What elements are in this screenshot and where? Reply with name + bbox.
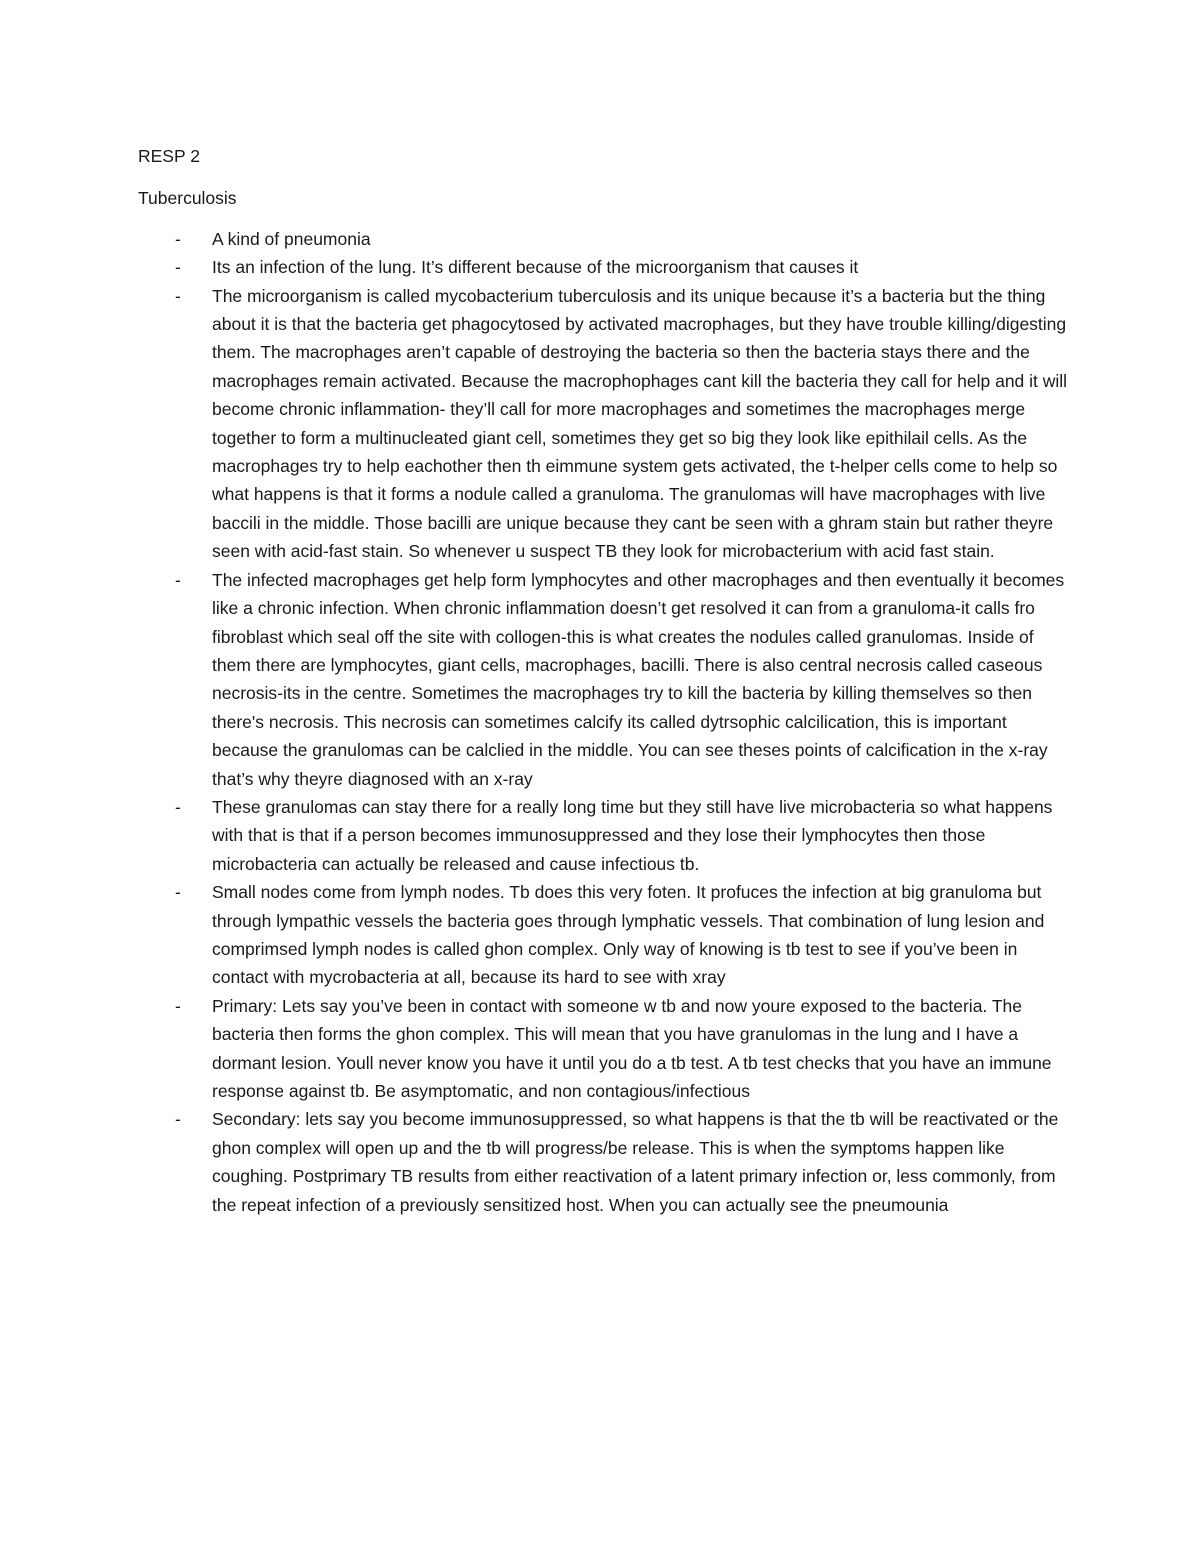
bullet-text: Primary: Lets say you’ve been in contact with someone w tb and now youre exposed to the bacteria. The bacteria then forms the ghon complex. This will mean that you have granulomas in the lung and I have a dormant lesion. Youll never know you have it until you do a tb test. A tb test checks that you have an immune response against tb. Be asymptomatic, and non contagious/infectious [212,995,1052,1101]
bullet-dash: - [175,882,181,903]
list-item [138,878,1068,992]
bullet-text: The microorganism is called mycobacterium tuberculosis and its unique because it’s a bacteria but the thing about it is that the bacteria get phagocytosed by activated macrophages, but they have trouble killing/digesting them. The macrophages aren’t capable of destroying the bacteria so then the bacteria stays there and the macrophages remain activated. Because the macrophophages cant kill the bacteria they call for help and it will become chronic inflammation- they’ll call for more macrophages and sometimes the macrophages merge together to form a multinucleated giant cell, sometimes they get so big they look like epithilail cells. As the macrophages try to help eachother then th eimmune system gets activated, the t-helper cells come to help so what happens is that it forms a nodule called a granuloma. The granulomas will have macrophages with live baccili in the middle. Those bacilli are unique because they cant be seen with a ghram stain but rather theyre seen with acid-fast stain. So whenever u suspect TB they look for microbacterium with acid fast stain. [212,285,1068,562]
bullet-text: A kind of pneumonia [212,228,371,249]
bullet-dash: - [175,1109,181,1130]
bullet-dash: - [175,995,181,1016]
bullet-dash: - [175,285,181,306]
list-item [138,1105,1068,1219]
bullet-text: The infected macrophages get help form lymphocytes and other macrophages and then eventually it becomes like a chronic infection. When chronic inflammation doesn’t get resolved it can from a granuloma-it calls fro fibroblast which seal off the site with collogen-this is what creates the nodules called granulomas. Inside of them there are lymphocytes, giant cells, macrophages, bacilli. There is also central necrosis called caseous necrosis-its in the centre. Sometimes the macrophages try to kill the bacteria by killing themselves so then there's necrosis. This necrosis can sometimes calcify its called dytrsophic calcilication, this is important because the granulomas can be calclied in the middle. You can see theses points of calcification in the x-ray that’s why theyre diagnosed with an x-ray [212,569,1065,789]
list-item [138,992,1068,1106]
bullet-text: These granulomas can stay there for a really long time but they still have live microbacteria so what happens with that is that if a person becomes immunosuppressed and they lose their lymphocytes then those microbacteria can actually be released and cause infectious tb. [212,796,1053,874]
list-item [138,282,1068,566]
bullet-text: Small nodes come from lymph nodes. Tb does this very foten. It profuces the infection at big granuloma but through lympathic vessels the bacteria goes through lymphatic vessels. That combination of lung lesion and comprimsed lymph nodes is called ghon complex. Only way of knowing is tb test to see if you’ve been in contact with mycrobacteria at all, because its hard to see with xray [212,882,1045,988]
list-item [138,566,1068,793]
bullet-dash: - [175,257,181,278]
list-item [138,253,1068,281]
list-item [138,225,1068,253]
bullet-dash: - [175,569,181,590]
section-heading: Tuberculosis [138,188,237,209]
document-title: RESP 2 [138,146,200,166]
list-item [138,793,1068,878]
bullet-list [138,225,1068,1219]
document-body [138,142,1068,1219]
bullet-dash: - [175,796,181,817]
bullet-text: Secondary: lets say you become immunosuppressed, so what happens is that the tb will be reactivated or the ghon complex will open up and the tb will progress/be release. This is when the symptoms happen like coughing. Postprimary TB results from either reactivation of a latent primary infection or, less commonly, from the repeat infection of a previously sensitized host. When you can actually see the pneumounia [212,1109,1059,1215]
bullet-dash: - [175,228,181,249]
bullet-text: Its an infection of the lung. It’s different because of the microorganism that causes it [212,257,859,278]
